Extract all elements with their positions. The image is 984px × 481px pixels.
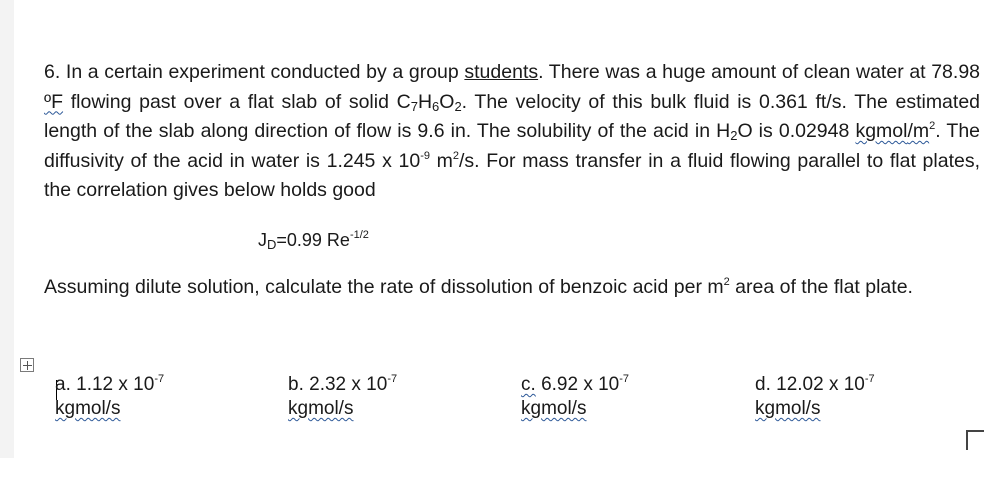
formula-j-sub: D <box>267 236 277 252</box>
formula-o: O <box>439 90 455 113</box>
option-a-value: 1.12 x 10 <box>76 374 155 395</box>
question-text-4: O is 0.02948 <box>737 120 850 142</box>
per-m-text: /m <box>907 120 930 142</box>
kgmol-unit[interactable] <box>855 120 929 142</box>
option-a-line1 <box>55 373 255 397</box>
option-c-label: c. <box>521 374 536 395</box>
question-text-5: . The diffusivity of the acid in water is 1.245 x 10 <box>44 120 981 172</box>
formula-j: J <box>258 229 267 250</box>
formula-sub-c: 7 <box>410 98 418 114</box>
option-c[interactable] <box>521 373 721 421</box>
question-text-2: flowing past over a flat slab of solid C <box>70 90 411 113</box>
option-b-value: 2.32 x 10 <box>309 374 388 395</box>
question-text-1: . There was a huge amount of clean water at 78.98 <box>538 61 981 83</box>
option-d-exp: -7 <box>864 373 875 385</box>
option-a-label: a. <box>55 374 71 395</box>
option-c-exp: -7 <box>619 373 630 385</box>
option-a-exp: -7 <box>154 373 165 385</box>
m2-sup: 2 <box>452 149 460 162</box>
question-text-3: . The velocity of this bulk fluid is 0.361 ft/s. The estimated length of the slab along direction of flow is 9.6 in. The solubility of the acid in H <box>44 90 981 142</box>
option-c-value: 6.92 x 10 <box>541 374 620 395</box>
table-move-handle-icon[interactable] <box>20 358 34 372</box>
formula-exponent: -1/2 <box>349 228 369 241</box>
degree-unit[interactable]: ºF <box>44 90 64 113</box>
document-body[interactable] <box>44 58 980 302</box>
left-margin <box>0 0 14 458</box>
formula-sub-h: 6 <box>432 98 440 114</box>
option-a-unit: kgmol/s <box>55 398 121 419</box>
option-c-unit: kgmol/s <box>521 398 587 419</box>
prompt-text-a: Assuming dilute solution, calculate the rate of dissolution of benzoic acid per m <box>44 275 724 298</box>
formula-sub-o: 2 <box>454 98 462 114</box>
option-d-unit: kgmol/s <box>755 398 821 419</box>
option-d-value: 12.02 x 10 <box>776 374 865 395</box>
formula-eq: =0.99 Re <box>276 229 350 250</box>
h2o-sub: 2 <box>730 128 738 143</box>
option-b-line1 <box>288 373 488 397</box>
question-text-6: m <box>429 149 453 172</box>
prompt-sup: 2 <box>723 275 730 288</box>
diffusivity-exponent: -9 <box>420 149 430 162</box>
question-paragraph <box>44 58 980 206</box>
option-b[interactable] <box>288 373 488 421</box>
prompt-paragraph <box>44 273 980 303</box>
correlation-formula <box>258 228 980 252</box>
table-resize-handle-icon[interactable] <box>966 430 984 450</box>
m-sup: 2 <box>929 120 936 132</box>
option-b-unit: kgmol/s <box>288 398 354 419</box>
kgmol-text: kgmol <box>855 120 908 142</box>
option-d-label: d. <box>755 374 771 395</box>
question-text-7: /s. For mass transfer in a fluid flowing parallel to flat plates, the correlation gives below holds good <box>44 149 980 201</box>
page-bottom <box>0 458 984 481</box>
option-d-line1 <box>755 373 955 397</box>
prompt-text-b: area of the flat plate. <box>729 275 913 298</box>
formula-h: H <box>417 90 433 113</box>
students-link[interactable]: students <box>464 61 539 83</box>
option-d[interactable] <box>755 373 955 421</box>
option-a[interactable] <box>55 373 255 421</box>
question-intro: In a certain experiment conducted by a group <box>65 61 459 83</box>
question-number: 6. <box>44 61 61 83</box>
option-c-line1 <box>521 373 721 397</box>
option-b-exp: -7 <box>387 373 398 385</box>
option-b-label: b. <box>288 374 304 395</box>
